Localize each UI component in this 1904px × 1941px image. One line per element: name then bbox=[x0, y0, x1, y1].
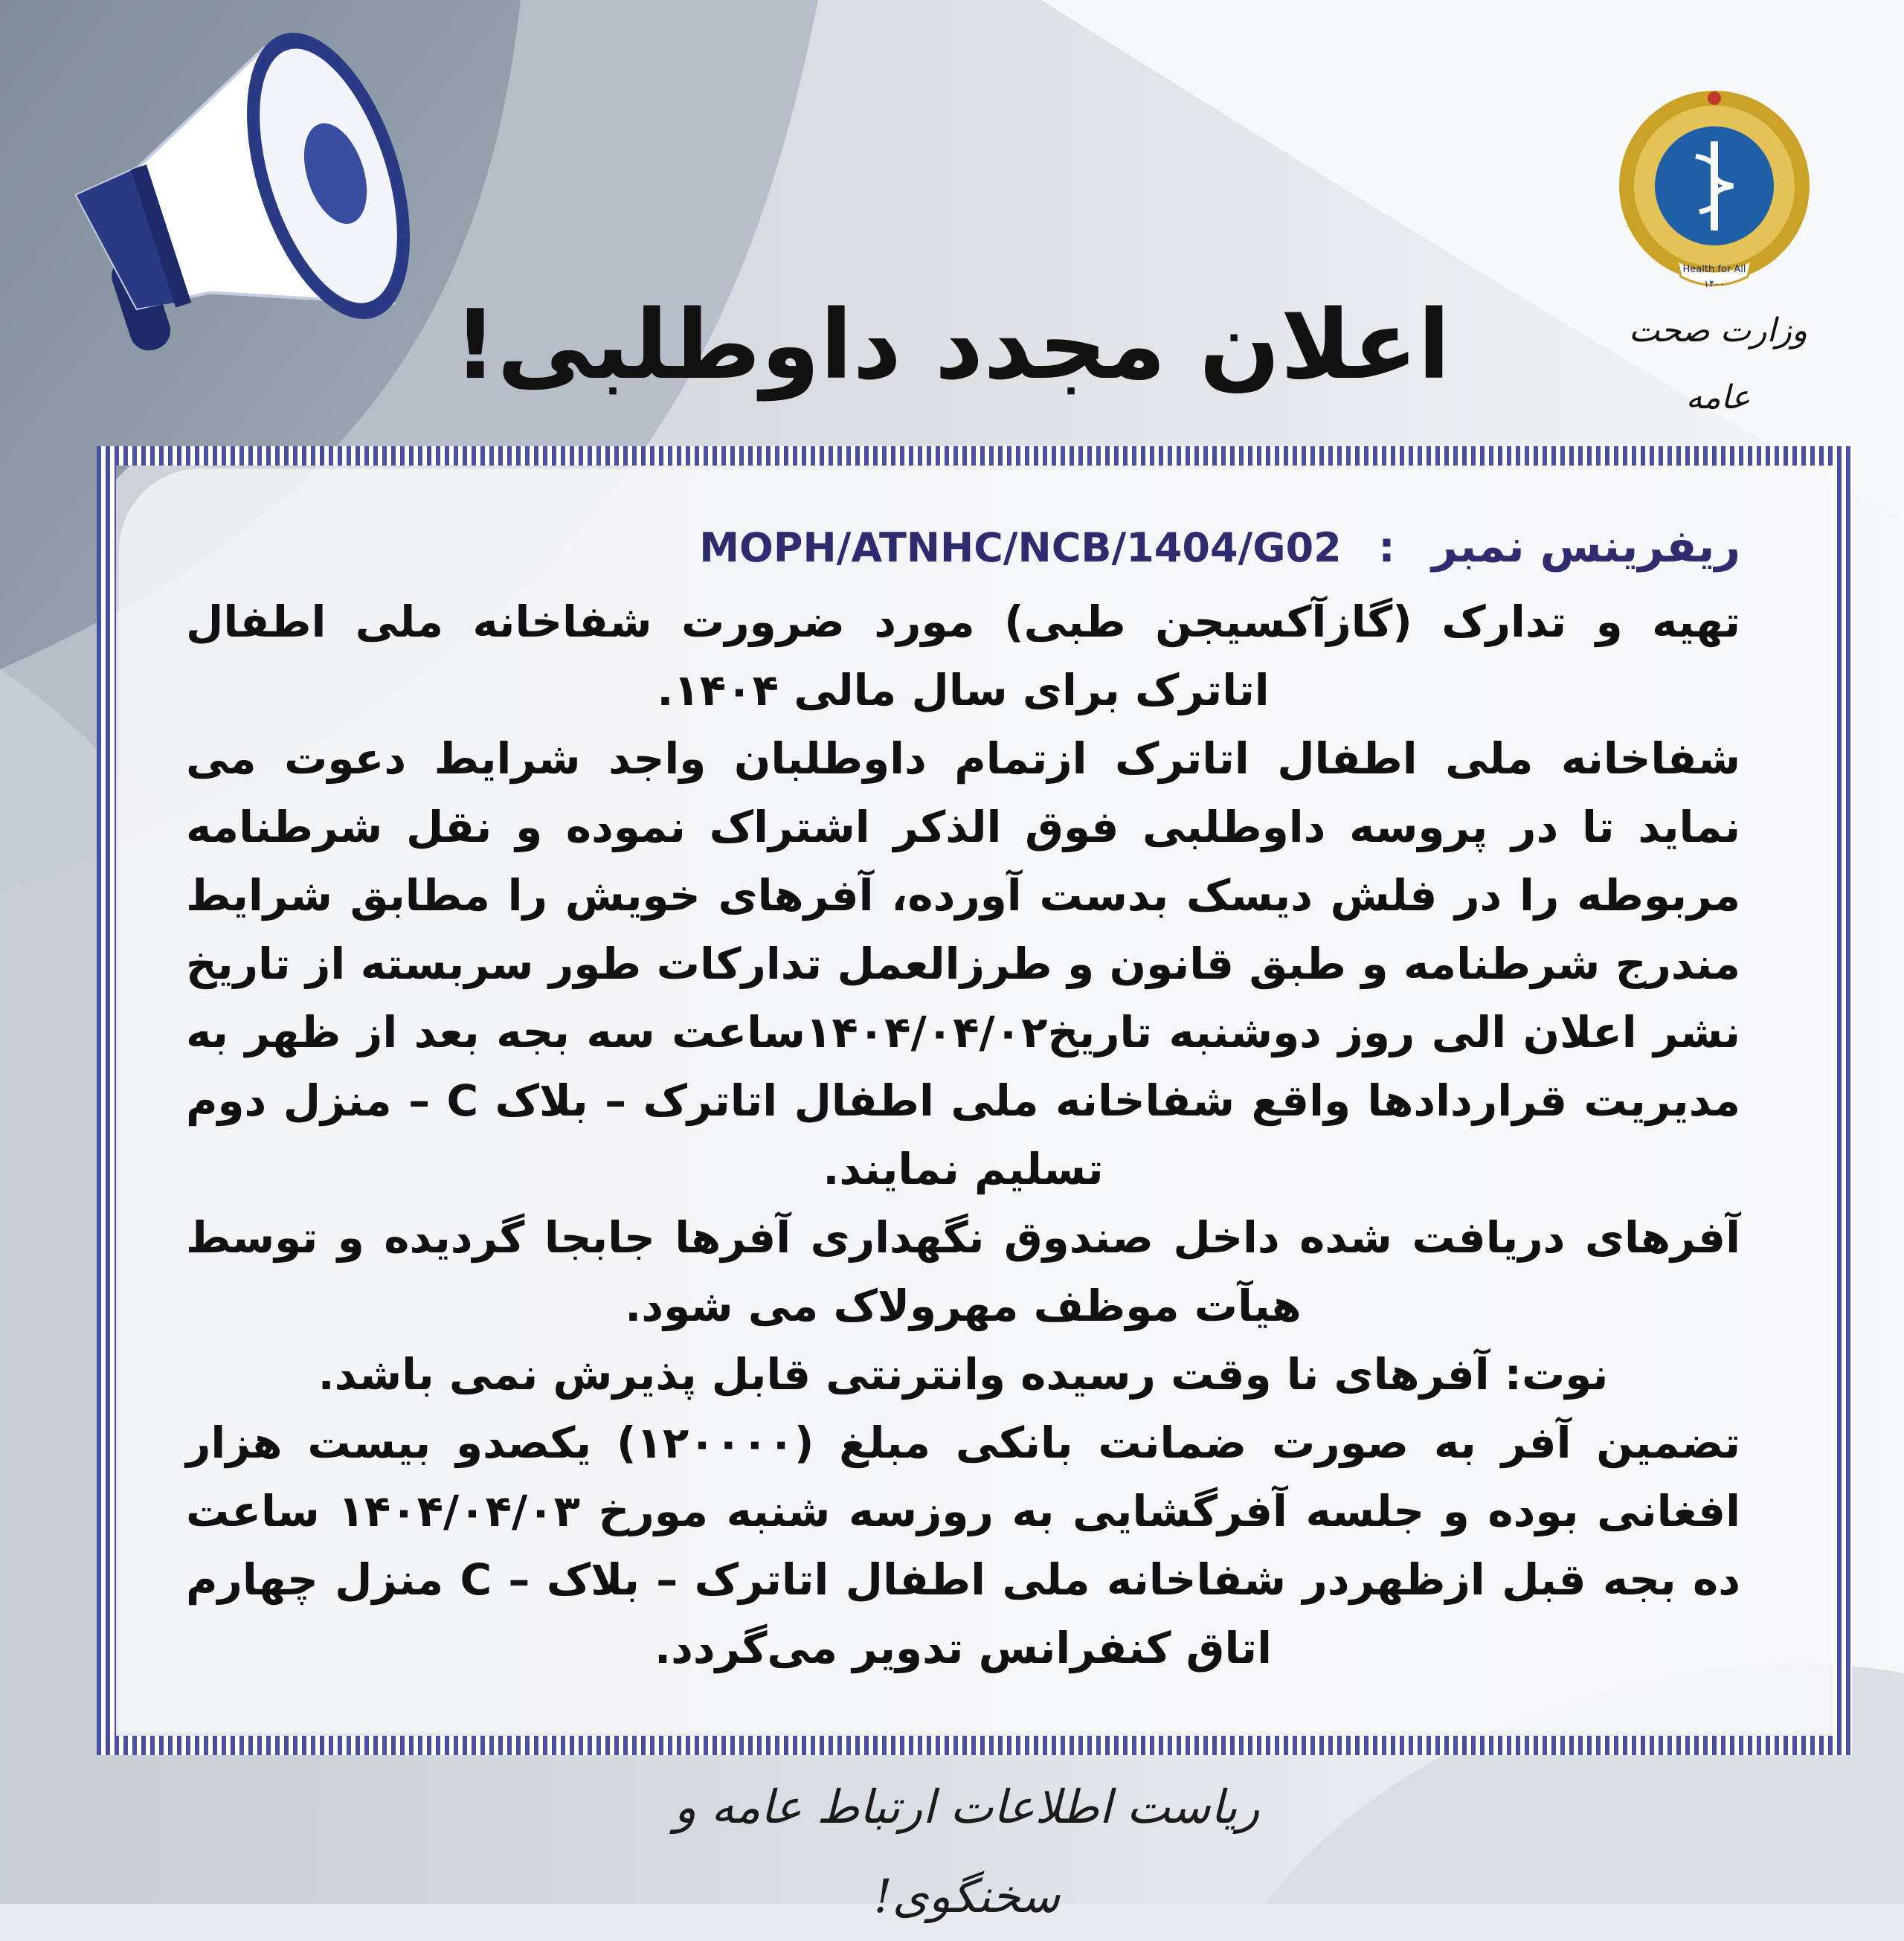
paragraph-invitation: شفاخانه ملی اطفال اتاترک ازتمام داوطلبان واجد شرایط دعوت می نماید تا در پروسه داوطلبی فوق الذکر اشتراک نموده و نقل شرطنامه مربوطه را در فلش دیسک بدست آورده، آفرهای خویش را مطابق شرایط مندرج شرطنامه و طبق قانون و طرزالعمل تدارکات طور سربسته از تاریخ نشر اعلان الی روز دوشنبه تاریخ۱۴۰۴/۰۴/۰۲ساعت سه بجه بعد از ظهر به مدیریت قراردادها واقع شفاخانه ملی اطفال اتاترک – بلاک C – منزل دوم تسلیم نمایند. bbox=[186, 733, 1740, 1194]
ministry-emblem-icon bbox=[1606, 82, 1822, 297]
emblem-year: ۱۴۰۰ bbox=[1704, 279, 1725, 290]
paragraph-bid-storage: آفرهای دریافت شده داخل صندوق نگهداری آفرها جابجا گردیده و توسط هیآت موظف مهرولاک می شود. bbox=[186, 1212, 1740, 1331]
megaphone-icon bbox=[45, 30, 461, 387]
paragraph-subject: تهیه و تدارک (گازآکسیجن طبی) مورد ضرورت شفاخانه ملی اطفال اتاترک برای سال مالی ۱۴۰۴. bbox=[186, 596, 1740, 715]
page-title: اعلان مجدد داوطلبی! bbox=[453, 290, 1451, 401]
reference-label: ریفرینس نمبر bbox=[1432, 521, 1740, 573]
ministry-name-caption: وزارت صحت عامه bbox=[1628, 312, 1808, 416]
paragraph-note: نوت: آفرهای نا وقت رسیده وانترنتی قابل پذیرش نمی باشد. bbox=[318, 1349, 1609, 1400]
reference-number: MOPH/ATNHC/NCB/1404/G02 bbox=[699, 524, 1342, 571]
emblem-ribbon-text: Health for All bbox=[1682, 264, 1746, 275]
paragraph-guarantee: تضمین آفر به صورت ضمانت بانکی مبلغ (۱۲۰۰۰۰) یکصدو بیست هزار افغانی بوده و جلسه آفرگشایی به روزسه شنبه مورخ ۱۴۰۴/۰۴/۰۳ ساعت ده بجه قبل ازظهردر شفاخانه ملی اطفال اتاترک – بلاک – C منزل چهارم اتاق کنفرانس تدویر می‌گردد. bbox=[186, 1417, 1740, 1673]
reference-line bbox=[669, 506, 1740, 588]
reference-separator: : bbox=[1378, 524, 1395, 572]
announcement-body bbox=[186, 588, 1740, 1681]
footer-signature: ریاست اطلاعات ارتباط عامه و سخنگوی! bbox=[674, 1780, 1260, 1923]
